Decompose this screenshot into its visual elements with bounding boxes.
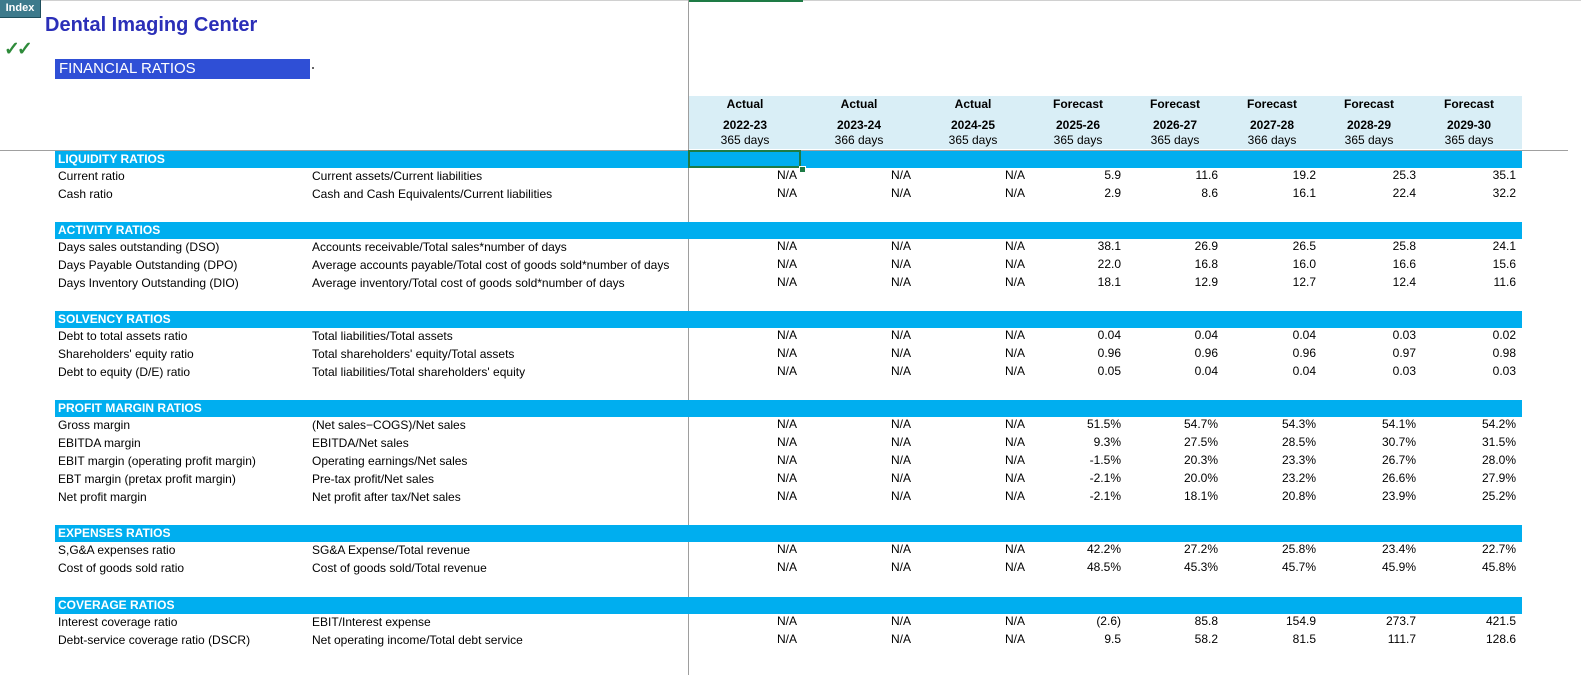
ratio-label[interactable]: S,G&A expenses ratio: [58, 543, 176, 557]
column-year: 2026-27: [1152, 118, 1198, 132]
value-cell[interactable]: 154.9: [1285, 614, 1316, 628]
column-year: 2024-25: [950, 118, 996, 132]
column-type: Forecast: [1149, 97, 1201, 111]
value-cell[interactable]: 0.04: [1194, 328, 1218, 342]
value-cell[interactable]: 27.2%: [1183, 542, 1218, 556]
value-cell[interactable]: N/A: [890, 452, 911, 467]
value-cell[interactable]: N/A: [776, 452, 797, 467]
ratio-label[interactable]: Net profit margin: [58, 489, 147, 504]
value-cell[interactable]: 54.3%: [1281, 417, 1316, 431]
value-cell[interactable]: 2.9: [1104, 185, 1121, 200]
value-cell[interactable]: 81.5: [1292, 631, 1316, 646]
column-type: Forecast: [1443, 97, 1495, 111]
column-header: [1125, 96, 1225, 149]
value-cell[interactable]: N/A: [890, 470, 911, 485]
section-header: ACTIVITY RATIOS: [55, 222, 1522, 239]
column-header: [695, 96, 795, 149]
ratio-label[interactable]: Days Payable Outstanding (DPO): [58, 257, 238, 272]
value-cell[interactable]: 54.7%: [1183, 417, 1218, 431]
value-cell[interactable]: N/A: [1004, 328, 1025, 342]
value-cell[interactable]: N/A: [890, 559, 911, 574]
value-cell[interactable]: 8.6: [1201, 185, 1218, 200]
value-cell[interactable]: N/A: [890, 363, 911, 378]
value-cell[interactable]: 20.8%: [1281, 488, 1316, 503]
column-days: 365 days: [720, 133, 770, 147]
value-cell[interactable]: N/A: [1004, 168, 1025, 182]
value-cell[interactable]: N/A: [890, 488, 911, 503]
ratio-label[interactable]: Interest coverage ratio: [58, 615, 178, 629]
value-cell[interactable]: 0.03: [1392, 363, 1416, 378]
value-cell[interactable]: 12.4: [1392, 274, 1416, 289]
column-days: 365 days: [1053, 133, 1103, 147]
value-cell[interactable]: 27.5%: [1183, 434, 1218, 449]
ratio-label[interactable]: Debt to equity (D/E) ratio: [58, 364, 191, 379]
value-cell[interactable]: 24.1: [1492, 239, 1516, 253]
value-cell[interactable]: N/A: [1004, 559, 1025, 574]
value-cell[interactable]: 0.02: [1492, 328, 1516, 342]
value-cell[interactable]: 38.1: [1097, 239, 1121, 253]
value-cell[interactable]: N/A: [776, 417, 797, 431]
ratio-label[interactable]: Gross margin: [58, 418, 131, 432]
value-cell[interactable]: 25.2%: [1481, 488, 1516, 503]
value-cell[interactable]: N/A: [776, 328, 797, 342]
value-cell[interactable]: 26.7%: [1381, 452, 1416, 467]
value-cell[interactable]: 12.7: [1292, 274, 1316, 289]
value-cell[interactable]: 23.3%: [1281, 452, 1316, 467]
column-type: Actual: [954, 97, 992, 111]
value-cell[interactable]: 16.6: [1392, 256, 1416, 271]
column-year: 2028-29: [1346, 118, 1392, 132]
ratio-formula[interactable]: Current assets/Current liabilities: [312, 169, 483, 183]
value-cell[interactable]: N/A: [890, 328, 911, 342]
value-cell[interactable]: N/A: [776, 434, 797, 449]
value-cell[interactable]: 0.96: [1194, 345, 1218, 360]
value-cell[interactable]: 11.6: [1195, 168, 1218, 182]
column-year: 2022-23: [722, 118, 768, 132]
column-year: 2025-26: [1055, 118, 1101, 132]
ratio-formula[interactable]: EBITDA/Net sales: [312, 435, 409, 450]
value-cell[interactable]: 32.2: [1492, 185, 1516, 200]
column-type: Forecast: [1052, 97, 1104, 111]
value-cell[interactable]: N/A: [890, 631, 911, 646]
column-header: [1319, 96, 1419, 149]
value-cell[interactable]: 85.8: [1194, 614, 1218, 628]
value-cell[interactable]: 45.9%: [1381, 559, 1416, 574]
value-cell[interactable]: N/A: [890, 345, 911, 360]
ratio-formula[interactable]: Net operating income/Total debt service: [312, 632, 523, 647]
value-cell[interactable]: N/A: [1004, 256, 1025, 271]
value-cell[interactable]: -1.5%: [1089, 452, 1121, 467]
ratio-label[interactable]: Debt to total assets ratio: [58, 329, 188, 343]
value-cell[interactable]: -2.1%: [1089, 488, 1121, 503]
column-days: 365 days: [948, 133, 998, 147]
column-year: 2029-30: [1446, 118, 1492, 132]
value-cell[interactable]: 23.9%: [1381, 488, 1416, 503]
value-cell[interactable]: 0.04: [1097, 328, 1121, 342]
value-cell[interactable]: N/A: [776, 559, 797, 574]
value-cell[interactable]: N/A: [776, 185, 797, 200]
value-cell[interactable]: 0.98: [1492, 345, 1516, 360]
value-cell[interactable]: 12.9: [1194, 274, 1218, 289]
value-cell[interactable]: 54.1%: [1381, 417, 1416, 431]
ratio-label[interactable]: Current ratio: [58, 169, 125, 183]
ratio-formula[interactable]: SG&A Expense/Total revenue: [312, 543, 471, 557]
value-cell[interactable]: N/A: [1004, 470, 1025, 485]
value-cell[interactable]: 25.8: [1392, 239, 1416, 253]
value-cell[interactable]: 45.3%: [1183, 559, 1218, 574]
ratio-formula[interactable]: Accounts receivable/Total sales*number of days: [312, 240, 567, 254]
ratio-formula[interactable]: Total shareholders' equity/Total assets: [312, 346, 515, 361]
value-cell[interactable]: 0.96: [1097, 345, 1121, 360]
section-header: EXPENSES RATIOS: [55, 525, 1522, 542]
value-cell[interactable]: 0.03: [1392, 328, 1416, 342]
section-header: LIQUIDITY RATIOS: [55, 151, 1522, 168]
section-header: COVERAGE RATIOS: [55, 597, 1522, 614]
value-cell[interactable]: 128.6: [1485, 631, 1516, 646]
frozen-pane-divider[interactable]: [688, 0, 689, 675]
value-cell[interactable]: N/A: [890, 434, 911, 449]
value-cell[interactable]: 25.3: [1392, 168, 1416, 182]
section-header: PROFIT MARGIN RATIOS: [55, 400, 1522, 417]
value-cell[interactable]: 27.9%: [1481, 470, 1516, 485]
value-cell[interactable]: 51.5%: [1086, 417, 1121, 431]
value-cell[interactable]: N/A: [776, 256, 797, 271]
column-year: 2023-24: [836, 118, 882, 132]
value-cell[interactable]: N/A: [890, 274, 911, 289]
value-cell[interactable]: (2.6): [1096, 614, 1121, 628]
column-year: 2027-28: [1249, 118, 1295, 132]
column-header: [1222, 96, 1322, 149]
column-type: Forecast: [1343, 97, 1395, 111]
value-cell[interactable]: N/A: [890, 256, 911, 271]
value-cell[interactable]: N/A: [776, 274, 797, 289]
value-cell[interactable]: N/A: [1004, 274, 1025, 289]
value-cell[interactable]: 0.96: [1292, 345, 1316, 360]
value-cell[interactable]: 0.03: [1492, 363, 1516, 378]
value-cell[interactable]: N/A: [776, 488, 797, 503]
value-cell[interactable]: 23.2%: [1281, 470, 1316, 485]
value-cell[interactable]: 0.04: [1292, 328, 1316, 342]
value-cell[interactable]: N/A: [890, 417, 911, 431]
value-cell[interactable]: 48.5%: [1086, 559, 1121, 574]
value-cell[interactable]: 16.1: [1292, 185, 1316, 200]
value-cell[interactable]: N/A: [776, 631, 797, 646]
value-cell[interactable]: 16.8: [1194, 256, 1218, 271]
value-cell[interactable]: 20.0%: [1183, 470, 1218, 485]
ratio-formula[interactable]: Total liabilities/Total assets: [312, 329, 453, 343]
value-cell[interactable]: 54.2%: [1481, 417, 1516, 431]
value-cell[interactable]: 28.0%: [1481, 452, 1516, 467]
value-cell[interactable]: 18.1: [1097, 274, 1121, 289]
value-cell[interactable]: 0.05: [1097, 363, 1121, 378]
value-cell[interactable]: N/A: [776, 345, 797, 360]
value-cell[interactable]: 5.9: [1104, 168, 1121, 182]
value-cell[interactable]: N/A: [776, 363, 797, 378]
value-cell[interactable]: 0.04: [1194, 363, 1218, 378]
value-cell[interactable]: 421.5: [1485, 614, 1516, 628]
value-cell[interactable]: 0.04: [1292, 363, 1316, 378]
column-days: 366 days: [834, 133, 884, 147]
ratio-label[interactable]: Days Inventory Outstanding (DIO): [58, 275, 239, 290]
column-days: 365 days: [1444, 133, 1494, 147]
selected-cell[interactable]: [688, 150, 801, 168]
value-cell[interactable]: 15.6: [1492, 256, 1516, 271]
ratio-formula[interactable]: Cash and Cash Equivalents/Current liabilities: [312, 186, 553, 201]
value-cell[interactable]: 111.7: [1387, 631, 1416, 646]
ratio-formula[interactable]: Pre-tax profit/Net sales: [312, 471, 435, 486]
value-cell[interactable]: N/A: [1004, 631, 1025, 646]
value-cell[interactable]: N/A: [890, 185, 911, 200]
value-cell[interactable]: 22.7%: [1481, 542, 1516, 556]
ratio-formula[interactable]: Average accounts payable/Total cost of goods sold*number of days: [312, 257, 670, 272]
ratio-formula[interactable]: Average inventory/Total cost of goods sold*number of days: [312, 275, 625, 290]
value-cell[interactable]: N/A: [776, 614, 797, 628]
value-cell[interactable]: 45.7%: [1281, 559, 1316, 574]
ratio-label[interactable]: EBT margin (pretax profit margin): [58, 471, 236, 486]
double-check-icon: ✓✓: [4, 39, 30, 60]
value-cell[interactable]: N/A: [1004, 417, 1025, 431]
value-cell[interactable]: 30.7%: [1381, 434, 1416, 449]
page-title: FINANCIAL RATIOS: [55, 59, 310, 79]
column-type: Forecast: [1246, 97, 1298, 111]
value-cell[interactable]: N/A: [776, 542, 797, 556]
selected-column-indicator: [689, 0, 803, 2]
value-cell[interactable]: 18.1%: [1183, 488, 1218, 503]
value-cell[interactable]: N/A: [1004, 488, 1025, 503]
value-cell[interactable]: N/A: [1004, 434, 1025, 449]
ratio-label[interactable]: Days sales outstanding (DSO): [58, 240, 220, 254]
value-cell[interactable]: 31.5%: [1481, 434, 1516, 449]
ratio-formula[interactable]: Cost of goods sold/Total revenue: [312, 560, 487, 575]
column-type: Actual: [840, 97, 878, 111]
column-header: [923, 96, 1023, 149]
value-cell[interactable]: 26.6%: [1381, 470, 1416, 485]
value-cell[interactable]: 11.6: [1493, 274, 1516, 289]
value-cell[interactable]: N/A: [1004, 452, 1025, 467]
value-cell[interactable]: 35.1: [1492, 168, 1516, 182]
value-cell[interactable]: N/A: [890, 239, 911, 253]
value-cell[interactable]: 28.5%: [1281, 434, 1316, 449]
section-header: SOLVENCY RATIOS: [55, 311, 1522, 328]
value-cell[interactable]: 25.8%: [1281, 542, 1316, 556]
value-cell[interactable]: 58.2: [1194, 631, 1218, 646]
value-cell[interactable]: 22.0: [1097, 256, 1121, 271]
ratio-formula[interactable]: (Net sales−COGS)/Net sales: [312, 418, 466, 432]
column-days: 366 days: [1247, 133, 1297, 147]
value-cell[interactable]: 26.9: [1194, 239, 1218, 253]
ratio-label[interactable]: EBITDA margin: [58, 435, 141, 450]
title-dot: [312, 67, 314, 69]
company-title: Dental Imaging Center: [45, 14, 258, 36]
value-cell[interactable]: -2.1%: [1089, 470, 1121, 485]
ratio-formula[interactable]: EBIT/Interest expense: [312, 615, 431, 629]
ratio-label[interactable]: Shareholders' equity ratio: [58, 346, 194, 361]
value-cell[interactable]: 9.3%: [1093, 434, 1121, 449]
value-cell[interactable]: 42.2%: [1086, 542, 1121, 556]
value-cell[interactable]: 9.5: [1104, 631, 1121, 646]
column-header: [1028, 96, 1128, 149]
value-cell[interactable]: N/A: [1004, 345, 1025, 360]
ratio-label[interactable]: EBIT margin (operating profit margin): [58, 453, 256, 468]
value-cell[interactable]: 20.3%: [1183, 452, 1218, 467]
column-header: [1419, 96, 1519, 149]
column-days: 365 days: [1150, 133, 1200, 147]
value-cell[interactable]: N/A: [776, 470, 797, 485]
ratio-formula[interactable]: Net profit after tax/Net sales: [312, 489, 461, 504]
value-cell[interactable]: 26.5: [1292, 239, 1316, 253]
value-cell[interactable]: 19.2: [1292, 168, 1316, 182]
index-button[interactable]: Index: [0, 0, 41, 18]
value-cell[interactable]: N/A: [1004, 614, 1025, 628]
value-cell[interactable]: 45.8%: [1481, 559, 1516, 574]
value-cell[interactable]: N/A: [776, 239, 797, 253]
value-cell[interactable]: 0.97: [1392, 345, 1416, 360]
ratio-label[interactable]: Cash ratio: [58, 186, 113, 201]
value-cell[interactable]: 16.0: [1292, 256, 1316, 271]
value-cell[interactable]: N/A: [1004, 239, 1025, 253]
ratio-label[interactable]: Cost of goods sold ratio: [58, 560, 185, 575]
fill-handle[interactable]: [799, 166, 806, 173]
value-cell[interactable]: N/A: [1004, 542, 1025, 556]
value-cell[interactable]: 23.4%: [1381, 542, 1416, 556]
value-cell[interactable]: 22.4: [1392, 185, 1416, 200]
column-type: Actual: [726, 97, 764, 111]
value-cell[interactable]: 273.7: [1385, 614, 1416, 628]
value-cell[interactable]: N/A: [776, 168, 797, 182]
value-cell[interactable]: N/A: [1004, 185, 1025, 200]
value-cell[interactable]: N/A: [1004, 363, 1025, 378]
value-cell[interactable]: N/A: [890, 542, 911, 556]
ratio-formula[interactable]: Operating earnings/Net sales: [312, 453, 468, 468]
ratio-label[interactable]: Debt-service coverage ratio (DSCR): [58, 632, 251, 647]
column-header: [809, 96, 909, 149]
value-cell[interactable]: N/A: [890, 614, 911, 628]
value-cell[interactable]: N/A: [890, 168, 911, 182]
ratio-formula[interactable]: Total liabilities/Total shareholders' equity: [312, 364, 526, 379]
column-days: 365 days: [1344, 133, 1394, 147]
